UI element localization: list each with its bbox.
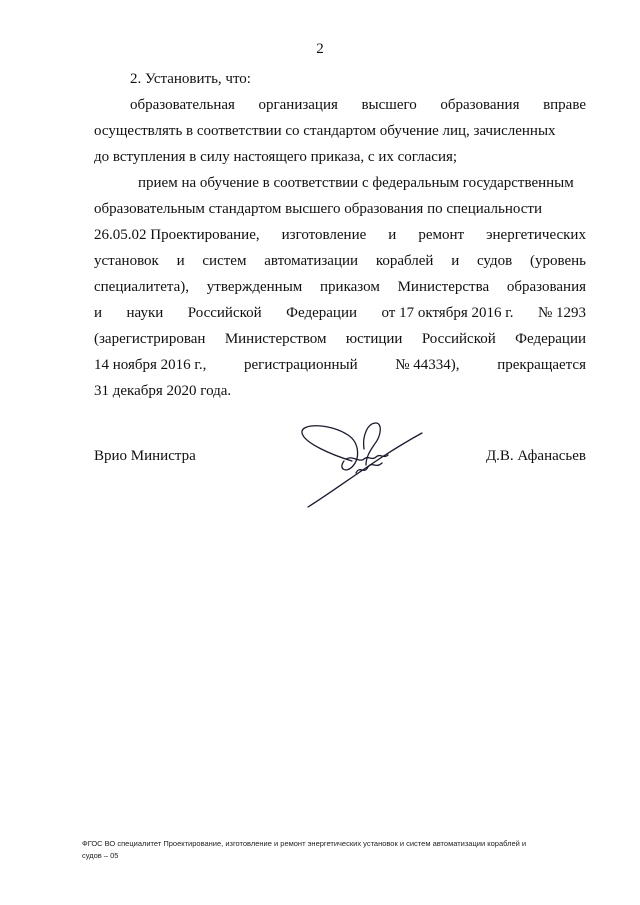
paragraph-1-line-3: осуществлять в соответствии со стандартом обучение лиц, зачисленных: [94, 123, 556, 139]
word: 14 ноября 2016 г.,: [94, 357, 207, 373]
paragraph-1-line-2: [94, 92, 586, 118]
word: и: [388, 227, 397, 243]
paragraph-2-line-4: [94, 248, 586, 274]
paragraph-2-line-5: [94, 274, 586, 300]
word: утвержденным: [206, 279, 303, 295]
word: вправе: [543, 97, 586, 113]
word: от 17 октября 2016 г.: [381, 305, 514, 321]
paragraph-2-line-8: [94, 352, 586, 378]
word: специалитета),: [94, 279, 190, 295]
paragraph-2-line-3: [94, 222, 586, 248]
word: судов: [476, 253, 513, 269]
word: ремонт: [418, 227, 465, 243]
word: регистрационный: [244, 357, 358, 373]
paragraph-2-line-2: образовательным стандартом высшего образования по специальности: [94, 201, 543, 217]
word: организация: [258, 97, 338, 113]
word: и: [451, 253, 460, 269]
paragraph-2-line-1: прием на обучение в соответствии с федеральным государственным: [138, 175, 574, 191]
word: систем: [202, 253, 247, 269]
paragraph-2-line-9: 31 декабря 2020 года.: [94, 383, 232, 399]
paragraph-1: [94, 66, 586, 170]
word: и: [94, 305, 103, 321]
word: образования: [440, 97, 520, 113]
word: юстиции: [345, 331, 403, 347]
signatory-name: Д.В. Афанасьев: [485, 448, 586, 464]
word: Российской: [187, 305, 262, 321]
word: (уровень: [529, 253, 586, 269]
word: установок: [94, 253, 159, 269]
word: № 44334),: [395, 357, 460, 373]
word: приказом: [320, 279, 380, 295]
word: прекращается: [497, 357, 586, 373]
paragraph-2-line-6: [94, 300, 586, 326]
signature-row: [94, 448, 586, 478]
paragraph-2: [94, 170, 586, 404]
word: и: [176, 253, 185, 269]
paragraph-1-line-1: 2. Установить, что:: [130, 71, 251, 87]
paragraph-1-line-4: до вступления в силу настоящего приказа, с их согласия;: [94, 149, 458, 165]
word: № 1293: [537, 305, 586, 321]
footer-note: [82, 838, 572, 862]
word: энергетических: [486, 227, 586, 243]
word: образовательная: [130, 97, 235, 113]
word: изготовление: [281, 227, 367, 243]
page-number: 2: [316, 41, 324, 57]
footer-line-1: ФГОС ВО специалитет Проектирование, изготовление и ремонт энергетических установок и систем автоматизации кораблей и: [82, 839, 527, 848]
word: автоматизации: [264, 253, 359, 269]
word: Федерации: [286, 305, 358, 321]
word: кораблей: [375, 253, 434, 269]
word: Министерством: [224, 331, 327, 347]
word: высшего: [361, 97, 417, 113]
position-title: Врио Министра: [94, 448, 196, 464]
word: Министерства: [397, 279, 490, 295]
word: (зарегистрирован: [94, 331, 206, 347]
word: 26.05.02 Проектирование,: [94, 227, 260, 243]
paragraph-2-line-7: [94, 326, 586, 352]
footer-line-2: судов – 05: [82, 851, 119, 860]
word: образования: [506, 279, 586, 295]
word: науки: [126, 305, 164, 321]
word: Федерации: [515, 331, 586, 347]
word: Российской: [421, 331, 496, 347]
